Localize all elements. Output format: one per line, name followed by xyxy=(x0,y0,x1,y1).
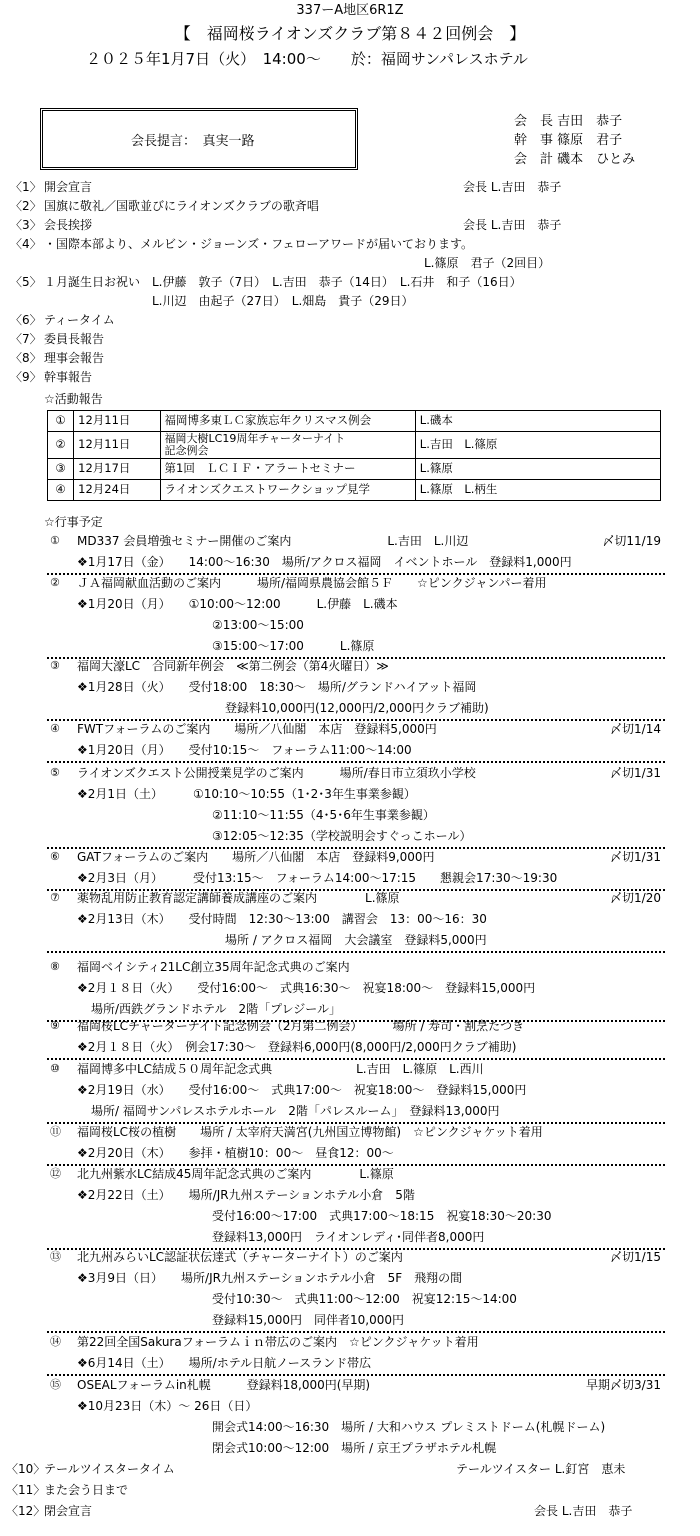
event-line: 受付16:00～17:00 式典17:00～18:15 祝宴18:30～20:30 xyxy=(212,1209,552,1223)
dotted-separator xyxy=(47,1164,665,1166)
agenda-number: 〈8〉 xyxy=(10,351,42,365)
agenda-number: 〈6〉 xyxy=(10,313,42,327)
event-line: ライオンズクエスト公開授業見学のご案内 場所/春日市立須玖小学校 xyxy=(77,766,476,780)
agenda-text: ティータイム xyxy=(44,313,115,327)
activity-no: ④ xyxy=(48,480,74,501)
closing-text: テールツイスタータイム xyxy=(44,1462,175,1476)
activity-date: 12月11日 xyxy=(74,432,160,459)
event-line: GATフォーラムのご案内 場所／八仙閣 本店 登録料9,000円 xyxy=(77,850,435,864)
event-number: ⑭ xyxy=(50,1335,61,1348)
event-number: ⑨ xyxy=(50,1019,60,1032)
event-deadline: 〆切1/20 xyxy=(610,891,661,905)
event-line: FWTフォーラムのご案内 場所／八仙閣 本店 登録料5,000円 xyxy=(77,722,437,736)
activity-row xyxy=(48,480,661,501)
officer-secretary: 幹 事 篠原 君子 xyxy=(514,133,623,148)
officers-list xyxy=(514,112,635,169)
officer-treasurer: 会 計 磯本 ひとみ xyxy=(514,152,636,167)
event-number: ⑪ xyxy=(50,1125,61,1138)
event-line: 福岡桜LCチャーターナイト記念例会（2月第二例会） 場所 / 寿司・割烹たつき xyxy=(77,1019,525,1033)
agenda-text: 理事会報告 xyxy=(44,351,105,365)
event-line: ❖2月1日（土） ①10:10～10:55（1･2･3年生事業参観） xyxy=(77,787,416,801)
event-line: MD337 会員増強セミナー開催のご案内 L.吉田 L.川辺 xyxy=(77,534,469,548)
schedule-event xyxy=(47,1335,665,1377)
event-number: ③ xyxy=(50,659,60,672)
dotted-separator xyxy=(47,847,665,849)
event-line: ❖2月20日（木） 参拝・植樹10：00～ 昼食12：00～ xyxy=(77,1146,394,1160)
activity-no: ② xyxy=(48,432,74,459)
dotted-separator xyxy=(47,1331,665,1333)
event-line: 登録料15,000円 同伴者10,000円 xyxy=(212,1313,404,1327)
closing-text: また会う日まで xyxy=(44,1483,129,1497)
agenda-text: 開会宣言 xyxy=(44,180,93,194)
activity-event: 福岡博多東ＬＣ家族忘年クリスマス例会 xyxy=(160,411,415,432)
event-number: ⑥ xyxy=(50,850,60,863)
schedule-event xyxy=(47,1125,665,1167)
schedule-event xyxy=(47,576,665,660)
event-line: ②11:10～11:55（4･5･6年生事業参観） xyxy=(212,808,435,822)
event-line: 受付10:30～ 式典11:00～12:00 祝宴12:15～14:00 xyxy=(212,1292,517,1306)
agenda-text: 会長挨拶 xyxy=(44,218,93,232)
event-line: 閉会式10:00～12:00 場所 / 京王プラザホテル札幌 xyxy=(212,1441,497,1455)
event-line: ❖10月23日（木）～ 26日（日） xyxy=(77,1399,258,1413)
event-number: ⑩ xyxy=(50,1062,60,1075)
event-line: ❖2月１８日（火） 受付16:00～ 式典16:30～ 祝宴18:00～ 登録料15,000円 xyxy=(77,981,536,995)
event-line: 北九州みらいLC認証状伝達式（チャーターナイト）のご案内 xyxy=(77,1250,403,1264)
closing-assignee: テールツイスター L.釘宮 恵未 xyxy=(456,1462,626,1476)
activity-event: ライオンズクエストワークショップ見学 xyxy=(160,480,415,501)
closing-number: 〈11〉 xyxy=(6,1483,46,1497)
event-number: ⑮ xyxy=(50,1378,61,1391)
agenda-number: 〈9〉 xyxy=(10,370,42,384)
schedule-event xyxy=(47,1250,665,1334)
event-number: ⑦ xyxy=(50,891,60,904)
event-line: OSEALフォーラムin札幌 登録料18,000円(早期) xyxy=(77,1378,371,1392)
event-number: ② xyxy=(50,576,60,589)
event-line: 福岡ベイシティ21LC創立35周年記念式典のご案内 xyxy=(77,960,350,974)
agenda-assignee: 会長 L.吉田 恭子 xyxy=(463,180,562,194)
event-line: ❖1月20日（月） 受付10:15～ フォーラム11:00～14:00 xyxy=(77,743,412,757)
closing-number: 〈10〉 xyxy=(6,1462,46,1476)
schedule-event xyxy=(47,766,665,850)
schedule-event xyxy=(47,850,665,892)
activity-attendees: L.篠原 L.柄生 xyxy=(415,480,660,501)
activity-attendees: L.吉田 L.篠原 xyxy=(415,432,660,459)
event-number: ④ xyxy=(50,722,60,735)
agenda-text: 幹事報告 xyxy=(44,370,93,384)
district-code: 337ーA地区6R1Z xyxy=(296,3,404,18)
event-number: ⑫ xyxy=(50,1167,61,1180)
event-line: ③15:00～17:00 L.篠原 xyxy=(212,639,375,653)
agenda-text: １月誕生日お祝い L.伊藤 敦子（7日） L.吉田 恭子（14日） L.石井 和子（16日） xyxy=(44,275,522,289)
event-number: ⑧ xyxy=(50,960,60,973)
event-line: 福岡桜LC桜の植樹 場所 / 太宰府天満宮(九州国立博物館) ☆ピンクジャケット着用 xyxy=(77,1125,543,1139)
activity-date: 12月17日 xyxy=(74,459,160,480)
motto-box xyxy=(40,108,358,170)
event-line: 北九州紫水LC結成45周年記念式典のご案内 L.篠原 xyxy=(77,1167,394,1181)
agenda-number: 〈5〉 xyxy=(10,275,42,289)
schedule-event xyxy=(47,891,665,954)
activity-event: 第1回 ＬＣＩＦ・アラートセミナー xyxy=(160,459,415,480)
event-line: 第22回全国Sakuraフォーラムｉｎ帯広のご案内 ☆ピンクジャケット着用 xyxy=(77,1335,479,1349)
activity-heading: ☆活動報告 xyxy=(44,392,103,406)
event-deadline: 〆切11/19 xyxy=(602,534,661,548)
event-deadline: 〆切1/31 xyxy=(610,850,661,864)
event-line: 開会式14:00～16:30 場所 / 大和ハウス プレミストドーム(札幌ドーム) xyxy=(212,1420,606,1434)
agenda-assignee: 会長 L.吉田 恭子 xyxy=(463,218,562,232)
agenda-number: 〈4〉 xyxy=(10,237,42,251)
event-line: ❖2月１８日（火） 例会17:30～ 登録料6,000円(8,000円/2,000円クラブ補助) xyxy=(77,1040,517,1054)
agenda-text: 国旗に敬礼／国歌並びにライオンズクラブの歌斉唱 xyxy=(44,199,319,213)
event-line: 登録料13,000円 ライオンレディ･同伴者8,000円 xyxy=(212,1230,485,1244)
event-line: 登録料10,000円(12,000円/2,000円クラブ補助) xyxy=(225,701,489,715)
event-deadline: 早期〆切3/31 xyxy=(586,1378,661,1392)
dotted-separator xyxy=(47,719,665,721)
dotted-separator xyxy=(47,761,665,763)
schedule-event xyxy=(47,659,665,722)
motto-text: 会長提言： 真実一路 xyxy=(131,134,255,149)
dotted-separator xyxy=(47,1122,665,1124)
event-deadline: 〆切1/14 xyxy=(610,722,661,736)
document-title: 【 福岡桜ライオンズクラブ第８４２回例会 】 xyxy=(174,24,526,43)
event-line: ③12:05～12:35（学校説明会すぐっこホール） xyxy=(212,829,472,843)
activity-attendees: L.篠原 xyxy=(415,459,660,480)
agenda-text: 委員長報告 xyxy=(44,332,105,346)
activity-no: ① xyxy=(48,411,74,432)
schedule-event xyxy=(47,960,665,1023)
event-line: ❖3月9日（日） 場所/JR九州ステーションホテル小倉 5F 飛翔の間 xyxy=(77,1271,463,1285)
event-line: ＪＡ福岡献血活動のご案内 場所/福岡県農協会館５Ｆ ☆ピンクジャンパー着用 xyxy=(77,576,547,590)
event-line: ❖1月20日（月） ①10:00～12:00 L.伊藤 L.磯本 xyxy=(77,597,398,611)
agenda-text: ・国際本部より、メルビン・ジョーンズ・フェローアワードが届いております。 xyxy=(44,237,474,251)
event-line: ❖1月17日（金） 14:00～16:30 場所/アクロス福岡 イベントホール 登録料1,000円 xyxy=(77,555,572,569)
event-line: 福岡大濠LC 合同新年例会 ≪第二例会（第4火曜日）≫ xyxy=(77,659,389,673)
agenda-assignee: L.篠原 君子（2回目） xyxy=(424,256,551,270)
activity-date: 12月24日 xyxy=(74,480,160,501)
event-line: ❖2月22日（土） 場所/JR九州ステーションホテル小倉 5階 xyxy=(77,1188,415,1202)
activity-no: ③ xyxy=(48,459,74,480)
meeting-date-venue: ２０２５年1月7日（火） 14:00～ 於：福岡サンパレスホテル xyxy=(86,50,528,68)
event-number: ① xyxy=(50,534,60,547)
event-line: ❖1月28日（火） 受付18:00 18:30～ 場所/グランドハイアット福岡 xyxy=(77,680,477,694)
event-deadline: 〆切1/15 xyxy=(610,1250,661,1264)
event-number: ⑤ xyxy=(50,766,60,779)
event-line: 場所/ 福岡サンパレスホテルホール 2階「パレスルーム」 登録料13,000円 xyxy=(91,1104,500,1118)
agenda-number: 〈7〉 xyxy=(10,332,42,346)
schedule-event xyxy=(47,1167,665,1251)
agenda-number: 〈3〉 xyxy=(10,218,42,232)
activity-row xyxy=(48,459,661,480)
schedule-event xyxy=(47,1062,665,1125)
event-line: 場所/西鉄グランドホテル 2階「プレジール」 xyxy=(91,1002,342,1016)
activity-date: 12月11日 xyxy=(74,411,160,432)
event-line: 薬物乱用防止教育認定講師養成講座のご案内 L.篠原 xyxy=(77,891,400,905)
event-line: ❖2月19日（水） 受付16:00～ 式典17:00～ 祝宴18:00～ 登録料15,000円 xyxy=(77,1083,527,1097)
activity-row xyxy=(48,411,661,432)
closing-number: 〈12〉 xyxy=(6,1504,46,1518)
agenda-number: 〈2〉 xyxy=(10,199,42,213)
event-line: ②13:00～15:00 xyxy=(212,618,304,632)
event-line: ❖6月14日（土） 場所/ホテル日航ノースランド帯広 xyxy=(77,1356,372,1370)
agenda-text: L.川辺 由起子（27日） L.畑島 貴子（29日） xyxy=(44,294,414,308)
officer-president: 会 長 吉田 恭子 xyxy=(514,114,623,129)
event-line: ❖2月3日（月） 受付13:15～ フォーラム14:00～17:15 懇親会17:30～19:30 xyxy=(77,871,558,885)
event-deadline: 〆切1/31 xyxy=(610,766,661,780)
dotted-separator xyxy=(47,1374,665,1376)
event-line: ❖2月13日（木） 受付時間 12:30～13:00 講習会 13：00～16：30 xyxy=(77,912,487,926)
dotted-separator xyxy=(47,1058,665,1060)
event-line: 福岡博多中LC結成５０周年記念式典 L.吉田 L.篠原 L.西川 xyxy=(77,1062,484,1076)
event-line: 場所 / アクロス福岡 大会議室 登録料5,000円 xyxy=(225,933,487,947)
schedule-event xyxy=(47,1378,665,1462)
activity-row xyxy=(48,432,661,459)
dotted-separator xyxy=(47,573,665,575)
activity-table xyxy=(47,410,661,501)
closing-assignee: 会長 L.吉田 恭子 xyxy=(534,1504,633,1518)
dotted-separator xyxy=(47,951,665,953)
agenda-number: 〈1〉 xyxy=(10,180,42,194)
activity-event: 福岡大樹LC19周年チャーターナイト 記念例会 xyxy=(160,432,415,459)
schedule-event xyxy=(47,534,665,576)
closing-text: 閉会宣言 xyxy=(44,1504,93,1518)
activity-attendees: L.磯本 xyxy=(415,411,660,432)
schedule-event xyxy=(47,1019,665,1061)
schedule-heading: ☆行事予定 xyxy=(44,515,103,529)
event-number: ⑬ xyxy=(50,1250,61,1263)
schedule-event xyxy=(47,722,665,764)
